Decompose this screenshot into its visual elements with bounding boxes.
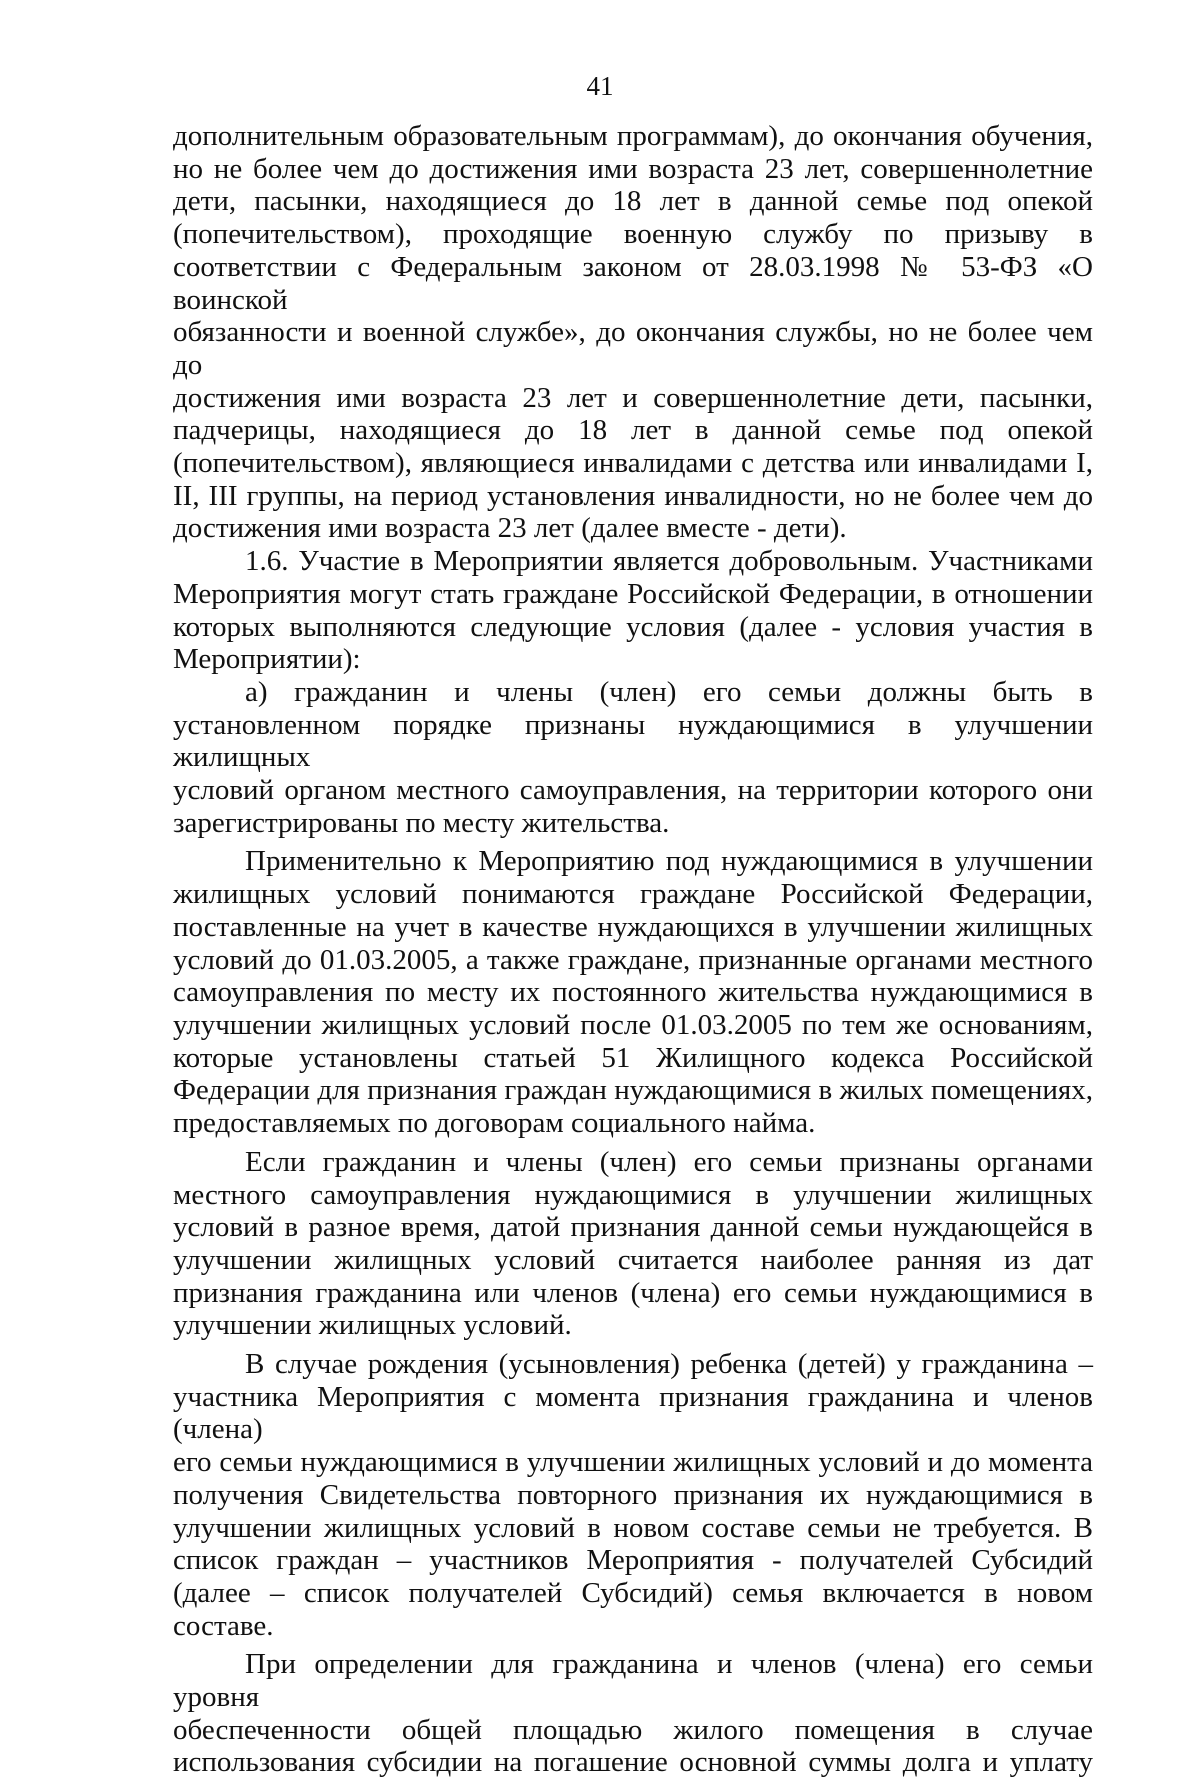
paragraph	[173, 1146, 1093, 1342]
text-line: Мероприятия могут стать граждане Российской Федерации, в отношении	[173, 577, 1093, 610]
text-line: Мероприятии):	[173, 643, 361, 676]
paragraph	[173, 845, 1093, 1139]
text-line: обеспеченности общей площадью жилого помещения в случае	[173, 1713, 1093, 1746]
text-line: обязанности и военной службе», до окончания службы, но не более чем до	[173, 316, 1093, 381]
text-line: достижения ими возраста 23 лет и совершеннолетние дети, пасынки,	[173, 381, 1093, 414]
text-line: В случае рождения (усыновления) ребенка (детей) у гражданина –	[245, 1348, 1093, 1381]
text-line: местного самоуправления нуждающимися в улучшении жилищных	[173, 1178, 1093, 1211]
text-line: предоставляемых по договорам социального найма.	[173, 1107, 816, 1140]
text-line: получения Свидетельства повторного признания их нуждающимися в	[173, 1478, 1093, 1511]
paragraph	[173, 1348, 1093, 1642]
text-line: но не более чем до достижения ими возраста 23 лет, совершеннолетние	[173, 152, 1093, 185]
text-line: условий до 01.03.2005, а также граждане, признанные органами местного	[173, 943, 1093, 976]
text-line: условий органом местного самоуправления, на территории которого они	[173, 774, 1093, 807]
text-line: зарегистрированы по месту жительства.	[173, 806, 670, 839]
text-line: 1.6. Участие в Мероприятии является добровольным. Участниками	[245, 545, 1093, 578]
text-line: Если гражданин и члены (член) его семьи признаны органами	[245, 1145, 1093, 1178]
text-line: (далее – список получателей Субсидий) семья включается в новом составе.	[173, 1576, 1093, 1642]
text-line: условий в разное время, датой признания данной семьи нуждающейся в	[173, 1211, 1093, 1244]
text-line: падчерицы, находящиеся до 18 лет в данной семье под опекой	[173, 414, 1093, 447]
text-line: улучшении жилищных условий.	[173, 1309, 572, 1342]
paragraph	[173, 1648, 1093, 1779]
page-number: 41	[586, 71, 614, 101]
text-line: (попечительством), проходящие военную службу по призыву в	[173, 218, 1093, 251]
text-line: использования субсидии на погашение основной суммы долга и уплату	[173, 1746, 1093, 1779]
text-line: улучшении жилищных условий считается наиболее ранняя из дат	[173, 1243, 1093, 1276]
text-line: улучшении жилищных условий после 01.03.2005 по тем же основаниям,	[173, 1008, 1093, 1041]
text-line: список граждан – участников Мероприятия - получателей Субсидий	[173, 1544, 1093, 1577]
text-line: достижения ими возраста 23 лет (далее вместе - дети).	[173, 512, 847, 545]
text-line: улучшении жилищных условий в новом составе семьи не требуется. В	[173, 1511, 1093, 1544]
text-line: поставленные на учет в качестве нуждающихся в улучшении жилищных	[173, 910, 1093, 943]
text-line: которых выполняются следующие условия (далее - условия участия в	[173, 610, 1093, 643]
text-line: II, III группы, на период установления инвалидности, но не более чем до	[173, 479, 1093, 512]
text-line: (попечительством), являющиеся инвалидами с детства или инвалидами I,	[173, 447, 1093, 480]
text-line: дополнительным образовательным программам), до окончания обучения,	[173, 120, 1093, 152]
text-line: самоуправления по месту их постоянного жительства нуждающимися в	[173, 976, 1093, 1009]
text-line: дети, пасынки, находящиеся до 18 лет в данной семье под опекой	[173, 185, 1093, 218]
text-line: При определении для гражданина и членов (члена) его семьи уровня	[173, 1648, 1093, 1714]
text-line: его семьи нуждающимися в улучшении жилищных условий и до момента	[173, 1446, 1093, 1479]
text-line: признания гражданина или членов (члена) его семьи нуждающимися в	[173, 1276, 1093, 1309]
text-line: жилищных условий понимаются граждане Российской Федерации,	[173, 878, 1093, 911]
text-line: Применительно к Мероприятию под нуждающимися в улучшении	[245, 845, 1093, 878]
text-line: соответствии с Федеральным законом от 28.03.1998 № 53-ФЗ «О воинской	[173, 250, 1093, 316]
paragraph	[173, 676, 1093, 840]
document-body	[173, 120, 1093, 1779]
text-line: участника Мероприятия с момента признания гражданина и членов (члена)	[173, 1380, 1093, 1446]
text-line: Федерации для признания граждан нуждающимися в жилых помещениях,	[173, 1074, 1093, 1107]
text-line: а) гражданин и члены (член) его семьи должны быть в	[245, 675, 1093, 708]
text-line: которые установлены статьей 51 Жилищного кодекса Российской	[173, 1041, 1093, 1074]
paragraph	[173, 545, 1093, 676]
paragraph	[173, 120, 1093, 545]
text-line: установленном порядке признаны нуждающимися в улучшении жилищных	[173, 708, 1093, 774]
